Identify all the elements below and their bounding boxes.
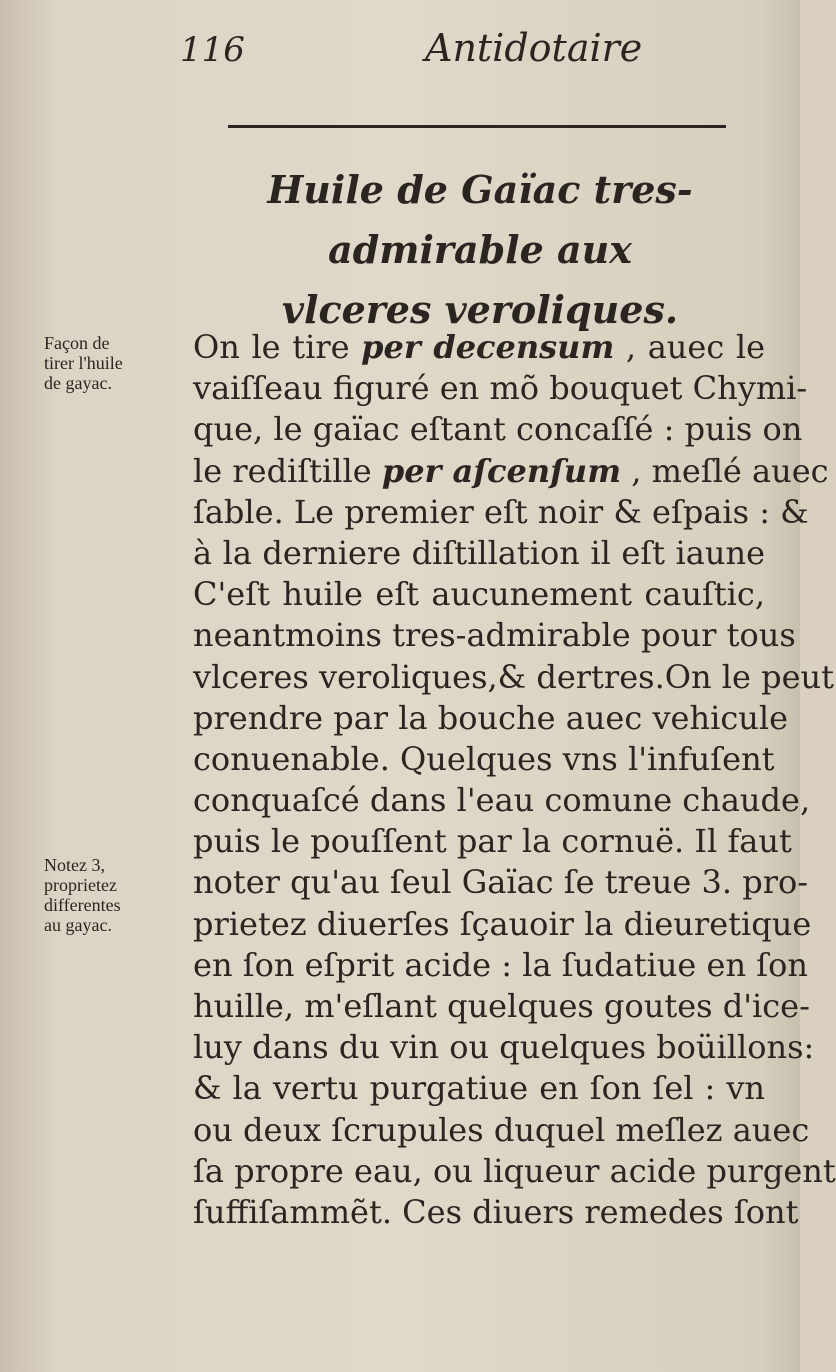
- header-rule: [228, 125, 726, 128]
- text-line: [193, 1151, 836, 1192]
- text-line: [193, 821, 792, 862]
- text-line: [193, 533, 765, 574]
- text-line: [193, 1027, 815, 1068]
- page-header: [180, 26, 780, 80]
- text-segment: prendre par la bouche auec vehicule: [193, 698, 789, 737]
- text-line: [193, 574, 765, 615]
- text-segment: luy dans du vin ou quelques boüillons:: [193, 1028, 815, 1067]
- text-segment: On le tire: [193, 328, 362, 366]
- text-line: [193, 451, 829, 492]
- text-segment: ou deux ſcrupules duquel meſlez auec: [193, 1110, 810, 1149]
- body-text: [193, 327, 836, 1233]
- margin-note-2: [44, 855, 121, 935]
- text-segment: vlceres veroliques,& dertres.On le peut: [193, 657, 834, 696]
- text-line: [193, 780, 811, 821]
- text-line: [193, 409, 803, 450]
- section-title: [180, 160, 780, 340]
- text-line: [193, 945, 808, 986]
- text-segment: le rediſtille: [193, 451, 382, 490]
- text-line: [193, 986, 810, 1027]
- page-number: 116: [180, 30, 245, 70]
- text-segment: , auec le: [614, 328, 766, 366]
- text-segment: per aſcenſum: [381, 451, 622, 490]
- section-title-line-1: Huile de Gaïac tres-admirable aux: [267, 167, 693, 272]
- section-title-line-2: vlceres veroliques.: [281, 287, 679, 332]
- text-segment: vaiſſeau figuré en mõ bouquet Chymi-: [193, 369, 808, 408]
- text-line: [193, 327, 765, 368]
- margin-note-line: proprietez: [44, 875, 117, 895]
- text-line: [193, 657, 834, 698]
- text-segment: ſuffiſammẽt. Ces diuers remedes ſont: [193, 1192, 799, 1231]
- text-segment: huille, m'eſlant quelques goutes d'ice-: [193, 987, 810, 1025]
- text-line: [193, 615, 796, 656]
- text-segment: C'eſt huile eſt aucunement cauſtic,: [193, 575, 765, 614]
- text-line: [193, 862, 809, 903]
- margin-note-line: tirer l'huile: [44, 353, 123, 373]
- text-segment: ſa propre eau, ou liqueur acide purgent: [193, 1151, 836, 1190]
- margin-note-line: Notez 3,: [44, 855, 105, 875]
- margin-note-line: au gayac.: [44, 915, 112, 935]
- text-line: [193, 492, 809, 533]
- text-line: [193, 1192, 799, 1233]
- text-line: [193, 739, 775, 780]
- text-segment: conquaſcé dans l'eau comune chaude,: [193, 781, 811, 820]
- margin-note-line: differentes: [44, 895, 121, 915]
- text-line: [193, 368, 808, 409]
- text-segment: ſable. Le premier eſt noir & eſpais : &: [193, 492, 809, 531]
- text-segment: neantmoins tres-admirable pour tous: [193, 616, 796, 655]
- text-segment: noter qu'au ſeul Gaïac ſe treue 3. pro-: [193, 863, 809, 902]
- text-segment: conuenable. Quelques vns l'infuſent: [193, 739, 775, 778]
- margin-note-1: [44, 333, 123, 393]
- text-segment: prietez diuerſes ſçauoir la dieuretique: [193, 904, 812, 943]
- running-title: Antidotaire: [425, 26, 643, 70]
- text-line: [193, 904, 812, 945]
- margin-note-line: Façon de: [44, 333, 110, 353]
- margin-note-line: de gayac.: [44, 373, 112, 393]
- text-segment: à la derniere diſtillation il eſt iaune: [193, 533, 765, 572]
- text-segment: en ſon eſprit acide : la ſudatiue en ſon: [193, 945, 808, 984]
- text-segment: que, le gaïac eſtant concaſſé : puis on: [193, 410, 803, 449]
- text-segment: , meſlé auec: [621, 451, 829, 490]
- text-segment: per decensum: [361, 328, 615, 366]
- text-line: [193, 1110, 810, 1151]
- text-line: [193, 698, 789, 739]
- text-segment: puis le pouſſent par la cornuë. Il faut: [193, 822, 792, 861]
- text-line: [193, 1068, 765, 1109]
- text-segment: & la vertu purgatiue en ſon ſel : vn: [193, 1069, 765, 1108]
